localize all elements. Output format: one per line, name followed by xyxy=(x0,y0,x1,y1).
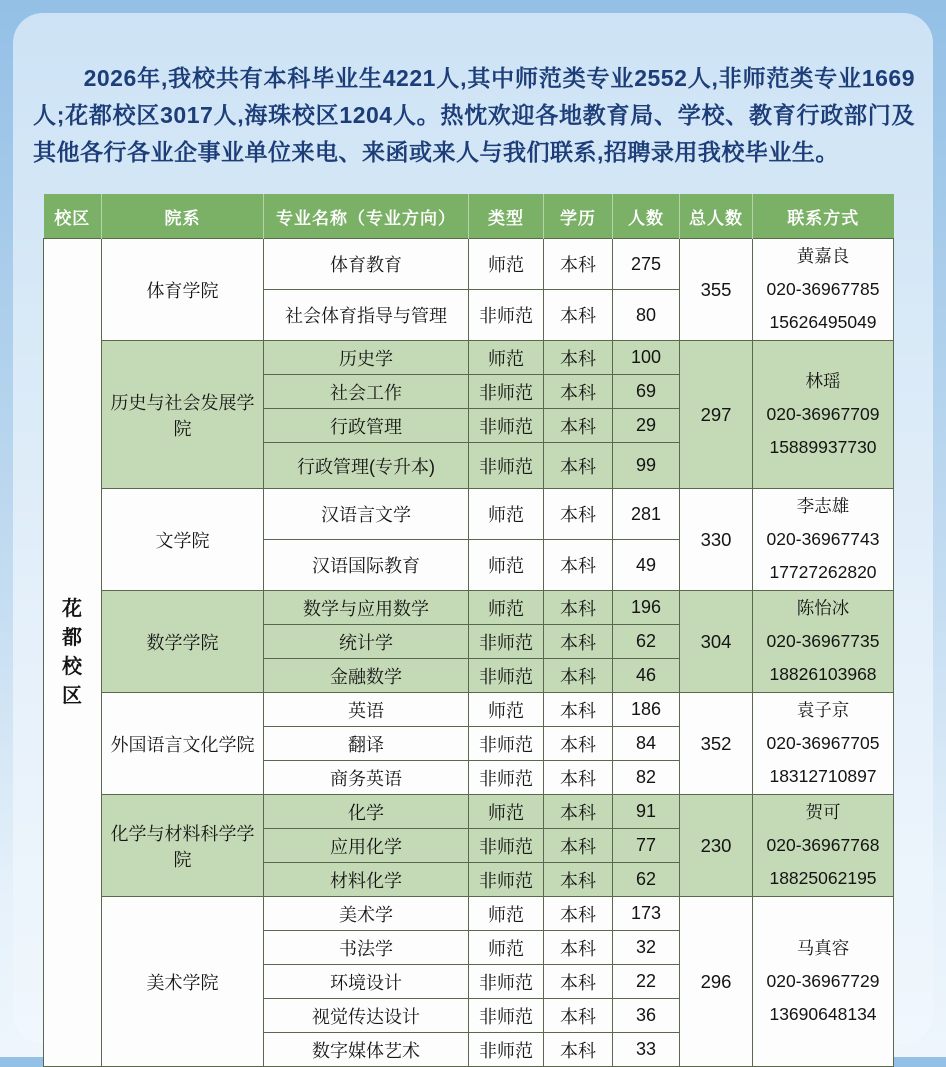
degree-cell: 本科 xyxy=(544,999,613,1033)
count-cell: 46 xyxy=(613,659,680,693)
type-cell: 非师范 xyxy=(469,965,544,999)
total-cell: 230 xyxy=(680,795,753,897)
type-cell: 师范 xyxy=(469,897,544,931)
degree-cell: 本科 xyxy=(544,965,613,999)
table-row xyxy=(44,489,894,540)
contact-line: 020-36967785 xyxy=(766,279,880,299)
department-cell: 历史与社会发展学院 xyxy=(102,341,264,489)
major-name-cell: 翻译 xyxy=(264,727,469,761)
type-cell: 非师范 xyxy=(469,659,544,693)
count-cell: 84 xyxy=(613,727,680,761)
type-cell: 师范 xyxy=(469,591,544,625)
graduates-table-body xyxy=(44,239,894,1067)
count-cell: 82 xyxy=(613,761,680,795)
contact-line: 020-36967768 xyxy=(766,835,880,855)
degree-cell: 本科 xyxy=(544,625,613,659)
count-cell: 186 xyxy=(613,693,680,727)
major-name-cell: 视觉传达设计 xyxy=(264,999,469,1033)
contact-line: 18826103968 xyxy=(769,664,877,684)
contact-cell xyxy=(753,341,894,489)
department-cell: 数学学院 xyxy=(102,591,264,693)
type-cell: 非师范 xyxy=(469,409,544,443)
major-name-cell: 商务英语 xyxy=(264,761,469,795)
col-header-campus: 校区 xyxy=(44,194,102,239)
department-cell: 化学与材料科学学院 xyxy=(102,795,264,897)
total-cell: 304 xyxy=(680,591,753,693)
count-cell: 22 xyxy=(613,965,680,999)
total-cell: 352 xyxy=(680,693,753,795)
degree-cell: 本科 xyxy=(544,540,613,591)
count-cell: 173 xyxy=(613,897,680,931)
contact-cell xyxy=(753,897,894,1067)
contact-line: 袁子京 xyxy=(796,700,850,720)
contact-line: 020-36967705 xyxy=(766,733,880,753)
type-cell: 非师范 xyxy=(469,1033,544,1067)
type-cell: 非师范 xyxy=(469,863,544,897)
contact-cell xyxy=(753,795,894,897)
type-cell: 非师范 xyxy=(469,727,544,761)
major-name-cell: 体育教育 xyxy=(264,239,469,290)
count-cell: 275 xyxy=(613,239,680,290)
count-cell: 29 xyxy=(613,409,680,443)
table-row xyxy=(44,897,894,931)
contact-line: 020-36967729 xyxy=(766,971,880,991)
count-cell: 36 xyxy=(613,999,680,1033)
col-header-department: 院系 xyxy=(102,194,264,239)
table-row xyxy=(44,341,894,375)
major-name-cell: 汉语言文学 xyxy=(264,489,469,540)
type-cell: 非师范 xyxy=(469,375,544,409)
degree-cell: 本科 xyxy=(544,829,613,863)
degree-cell: 本科 xyxy=(544,931,613,965)
department-cell: 美术学院 xyxy=(102,897,264,1067)
count-cell: 49 xyxy=(613,540,680,591)
department-cell: 体育学院 xyxy=(102,239,264,341)
campus-cell xyxy=(44,239,102,1067)
total-cell: 297 xyxy=(680,341,753,489)
contact-line: 15889937730 xyxy=(769,437,877,457)
degree-cell: 本科 xyxy=(544,761,613,795)
contact-line: 马真容 xyxy=(796,938,850,958)
major-name-cell: 汉语国际教育 xyxy=(264,540,469,591)
table-row xyxy=(44,591,894,625)
table-header-row xyxy=(44,194,894,239)
type-cell: 非师范 xyxy=(469,290,544,341)
contact-line: 15626495049 xyxy=(769,312,877,332)
type-cell: 师范 xyxy=(469,489,544,540)
col-header-degree: 学历 xyxy=(544,194,613,239)
type-cell: 师范 xyxy=(469,931,544,965)
table-row xyxy=(44,239,894,290)
count-cell: 77 xyxy=(613,829,680,863)
type-cell: 师范 xyxy=(469,239,544,290)
campus-char: 校 xyxy=(62,656,83,678)
major-name-cell: 书法学 xyxy=(264,931,469,965)
major-name-cell: 社会工作 xyxy=(264,375,469,409)
contact-line: 贺可 xyxy=(805,802,841,822)
type-cell: 师范 xyxy=(469,540,544,591)
major-name-cell: 社会体育指导与管理 xyxy=(264,290,469,341)
type-cell: 师范 xyxy=(469,693,544,727)
degree-cell: 本科 xyxy=(544,693,613,727)
contact-line: 黄嘉良 xyxy=(796,246,850,266)
campus-char: 都 xyxy=(62,627,83,649)
degree-cell: 本科 xyxy=(544,239,613,290)
count-cell: 100 xyxy=(613,341,680,375)
degree-cell: 本科 xyxy=(544,409,613,443)
count-cell: 196 xyxy=(613,591,680,625)
type-cell: 非师范 xyxy=(469,625,544,659)
major-name-cell: 化学 xyxy=(264,795,469,829)
table-row xyxy=(44,795,894,829)
contact-cell xyxy=(753,239,894,341)
col-header-type: 类型 xyxy=(469,194,544,239)
count-cell: 99 xyxy=(613,443,680,489)
col-header-major: 专业名称（专业方向） xyxy=(264,194,469,239)
major-name-cell: 英语 xyxy=(264,693,469,727)
degree-cell: 本科 xyxy=(544,727,613,761)
count-cell: 32 xyxy=(613,931,680,965)
contact-line: 020-36967709 xyxy=(766,404,880,424)
col-header-total: 总人数 xyxy=(680,194,753,239)
type-cell: 非师范 xyxy=(469,443,544,489)
degree-cell: 本科 xyxy=(544,489,613,540)
degree-cell: 本科 xyxy=(544,897,613,931)
col-header-contact: 联系方式 xyxy=(753,194,894,239)
major-name-cell: 美术学 xyxy=(264,897,469,931)
total-cell: 355 xyxy=(680,239,753,341)
contact-line: 13690648134 xyxy=(769,1004,877,1024)
degree-cell: 本科 xyxy=(544,591,613,625)
degree-cell: 本科 xyxy=(544,341,613,375)
major-name-cell: 统计学 xyxy=(264,625,469,659)
col-header-count: 人数 xyxy=(613,194,680,239)
total-cell: 330 xyxy=(680,489,753,591)
major-name-cell: 金融数学 xyxy=(264,659,469,693)
major-name-cell: 行政管理 xyxy=(264,409,469,443)
degree-cell: 本科 xyxy=(544,290,613,341)
major-name-cell: 环境设计 xyxy=(264,965,469,999)
table-row xyxy=(44,693,894,727)
total-cell: 296 xyxy=(680,897,753,1067)
contact-line: 18312710897 xyxy=(769,766,877,786)
degree-cell: 本科 xyxy=(544,795,613,829)
degree-cell: 本科 xyxy=(544,863,613,897)
degree-cell: 本科 xyxy=(544,375,613,409)
contact-line: 020-36967743 xyxy=(766,529,880,549)
count-cell: 33 xyxy=(613,1033,680,1067)
contact-line: 18825062195 xyxy=(769,868,877,888)
degree-cell: 本科 xyxy=(544,659,613,693)
count-cell: 62 xyxy=(613,625,680,659)
type-cell: 非师范 xyxy=(469,761,544,795)
contact-line: 李志雄 xyxy=(796,496,850,516)
type-cell: 非师范 xyxy=(469,999,544,1033)
contact-cell xyxy=(753,591,894,693)
major-name-cell: 材料化学 xyxy=(264,863,469,897)
intro-paragraph: 2026年,我校共有本科毕业生4221人,其中师范类专业2552人,非师范类专业1669人;花都校区3017人,海珠校区1204人。热忱欢迎各地教育局、学校、教育行政部门及其他各行各业企事业单位来电、来函或来人与我们联系,招聘录用我校毕业生。 xyxy=(33,65,915,165)
contact-line: 林瑶 xyxy=(805,371,841,391)
graduates-table xyxy=(43,194,894,1067)
contact-line: 陈怡冰 xyxy=(796,598,850,618)
major-name-cell: 行政管理(专升本) xyxy=(264,443,469,489)
count-cell: 91 xyxy=(613,795,680,829)
type-cell: 师范 xyxy=(469,795,544,829)
content-panel xyxy=(13,13,933,1061)
contact-cell xyxy=(753,693,894,795)
department-cell: 外国语言文化学院 xyxy=(102,693,264,795)
department-cell: 文学院 xyxy=(102,489,264,591)
major-name-cell: 数字媒体艺术 xyxy=(264,1033,469,1067)
contact-cell xyxy=(753,489,894,591)
count-cell: 80 xyxy=(613,290,680,341)
count-cell: 62 xyxy=(613,863,680,897)
major-name-cell: 应用化学 xyxy=(264,829,469,863)
type-cell: 非师范 xyxy=(469,829,544,863)
count-cell: 281 xyxy=(613,489,680,540)
graduates-table-wrap xyxy=(43,194,933,1067)
contact-line: 020-36967735 xyxy=(766,631,880,651)
major-name-cell: 数学与应用数学 xyxy=(264,591,469,625)
campus-char: 花 xyxy=(62,598,83,620)
contact-line: 17727262820 xyxy=(769,562,877,582)
campus-char: 区 xyxy=(62,685,83,707)
major-name-cell: 历史学 xyxy=(264,341,469,375)
degree-cell: 本科 xyxy=(544,1033,613,1067)
type-cell: 师范 xyxy=(469,341,544,375)
degree-cell: 本科 xyxy=(544,443,613,489)
count-cell: 69 xyxy=(613,375,680,409)
